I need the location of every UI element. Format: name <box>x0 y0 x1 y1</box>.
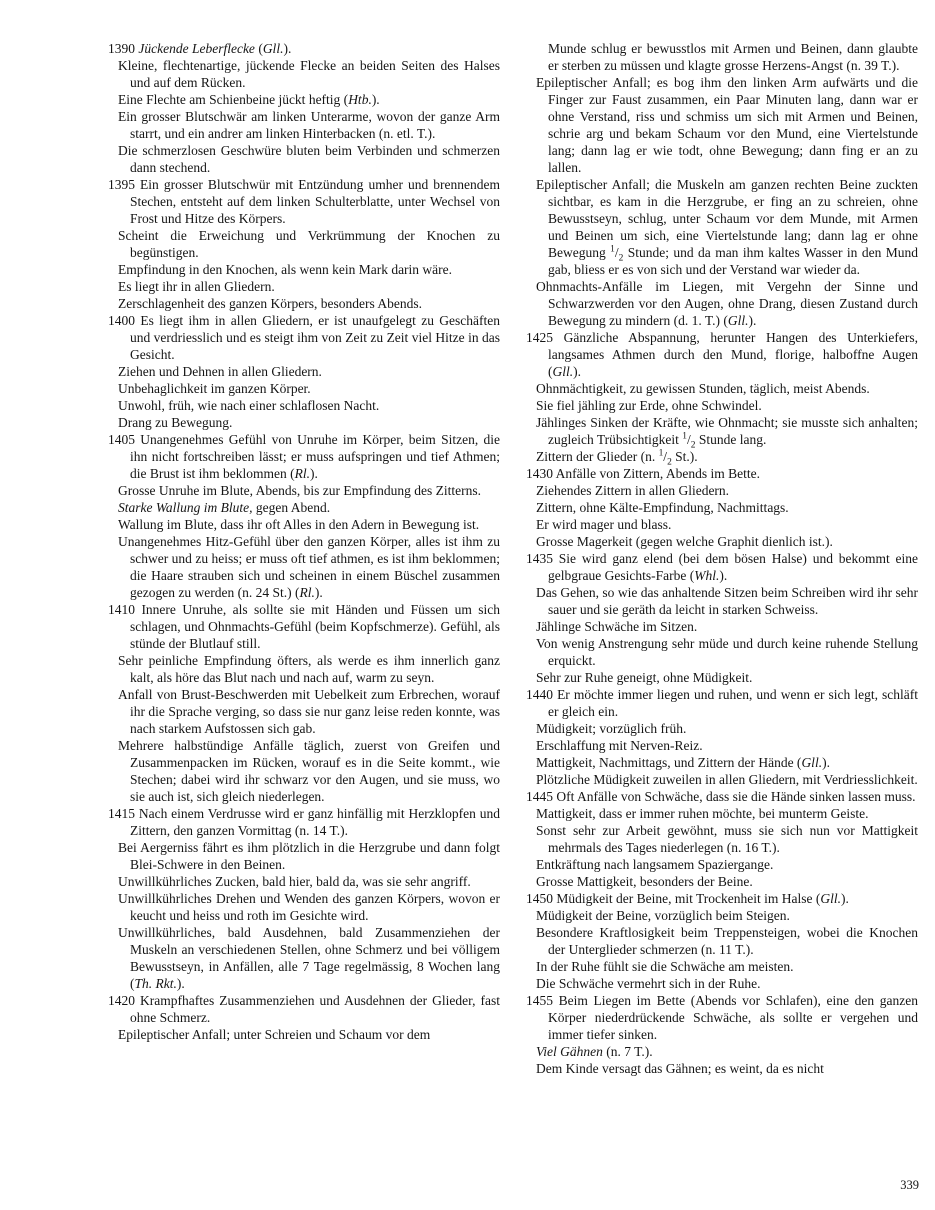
symptom-paragraph: Mehrere halbstündige Anfälle täglich, zuerst von Greifen und Zusammenpacken im Rücken, worauf es in die Seite kommt., wie Stechen; dabei wird ihr schwarz vor den Augen, und sie muss, wo sie auch ist, sich gleich niederlegen. <box>118 738 500 804</box>
entry-1390: 1390 Jückende Leberflecke (Gll.). <box>108 41 292 56</box>
entry-number: 1390 <box>108 41 135 56</box>
symptom-paragraph: Grosse Unruhe im Blute, Abends, bis zur Empfindung des Zitterns. <box>118 483 481 498</box>
symptom-paragraph: Ohnmachts-Anfälle im Liegen, mit Vergehn der Sinne und Schwarzwerden vor den Augen, ohne Drang, diesen Zustand durch Bewegung zu mindern (d. 1. T.) (Gll.). <box>536 279 918 328</box>
symptom-paragraph: Scheint die Erweichung und Verkrümmung der Knochen zu begünstigen. <box>118 228 500 260</box>
symptom-paragraph: Die Schwäche vermehrt sich in der Ruhe. <box>536 976 761 991</box>
symptom-paragraph: Zittern der Glieder (n. $^1/_2$ St.). <box>536 448 698 468</box>
italic-text: Rl. <box>299 585 315 600</box>
fraction: $^1/_2$ <box>682 431 696 451</box>
entry-number: 1395 <box>108 177 135 192</box>
symptom-paragraph: Unwillkührliches Zucken, bald hier, bald da, was sie sehr angriff. <box>118 874 471 889</box>
italic-text: Jückende Leberflecke <box>138 41 255 56</box>
italic-text: Gll. <box>552 364 574 379</box>
symptom-paragraph: Munde schlug er bewusstlos mit Armen und Beinen, dann glaubte er sterben zu müssen und klagte grosse Herzens-Angst (n. 39 T.). <box>548 41 918 73</box>
symptom-paragraph: Unwillkührliches Drehen und Wenden des ganzen Körpers, wovon er keucht und heiss und roth im Gesichte wird. <box>118 891 500 923</box>
entry-1420: 1420 Krampfhaftes Zusammenziehen und Ausdehnen der Glieder, fast ohne Schmerz. <box>108 993 501 1025</box>
italic-text: Viel Gähnen <box>536 1044 603 1059</box>
symptom-paragraph: Epileptischer Anfall; die Muskeln am ganzen rechten Beine zuckten sichtbar, es kam in die Herzgrube, er fing an zu schreien, ohne Bewusstseyn, schlug, unter Schaum vor dem Munde, mit Armen und Beinen um sich, eine Viertelstunde lang; dann lag er ohne Bewegung $^1/_2$ Stunde; und da man ihm kaltes Wasser in den Mund gab, bliess er es von sich und der Verstand war wieder da. <box>536 177 918 277</box>
entry-number: 1440 <box>526 687 553 702</box>
symptom-paragraph: Unbehaglichkeit im ganzen Körper. <box>118 381 311 396</box>
column-right <box>526 40 918 1077</box>
symptom-paragraph: Ziehendes Zittern in allen Gliedern. <box>536 483 730 498</box>
entry-1415: 1415 Nach einem Verdrusse wird er ganz hinfällig mit Herzklopfen und Zittern, den ganzen Vormittag (n. 14 T.). <box>108 806 501 838</box>
entry-1435: 1435 Sie wird ganz elend (bei dem bösen Halse) und bekommt eine gelbgraue Gesichts-Farbe (Whl.). <box>526 551 918 583</box>
symptom-paragraph: Grosse Magerkeit (gegen welche Graphit dienlich ist.). <box>536 534 833 549</box>
symptom-paragraph: Anfall von Brust-Beschwerden mit Uebelkeit zum Erbrechen, worauf ihr die Sprache verging, so dass sie nur ganz leise reden konnte, was nach starkem Aufstossen sich gab. <box>118 687 500 736</box>
entry-number: 1425 <box>526 330 553 345</box>
symptom-paragraph: Entkräftung nach langsamem Spaziergange. <box>536 857 774 872</box>
symptom-paragraph: Unwohl, früh, wie nach einer schlaflosen Nacht. <box>118 398 380 413</box>
entry-1405: 1405 Unangenehmes Gefühl von Unruhe im Körper, beim Sitzen, die ihn nicht fortschreiben lässt; er muss aufspringen und tief Athmen; die Brust ist ihm beklommen (Rl.). <box>108 432 500 481</box>
symptom-paragraph: Dem Kinde versagt das Gähnen; es weint, da es nicht <box>536 1061 824 1076</box>
symptom-paragraph: Ein grosser Blutschwär am linken Unterarme, wovon der ganze Arm starrt, und ein andrer am linken Hinterbacken (n. etl. T.). <box>118 109 500 141</box>
entry-1450: 1450 Müdigkeit der Beine, mit Trockenheit im Halse (Gll.). <box>526 891 849 906</box>
symptom-paragraph: Viel Gähnen (n. 7 T.). <box>536 1044 653 1059</box>
entry-number: 1445 <box>526 789 553 804</box>
entry-number: 1410 <box>108 602 135 617</box>
entry-1430: 1430 Anfälle von Zittern, Abends im Bette. <box>526 466 760 481</box>
symptom-paragraph: Von wenig Anstrengung sehr müde und durch keine ruhende Stellung erquickt. <box>536 636 918 668</box>
symptom-paragraph: Jählinges Sinken der Kräfte, wie Ohnmacht; sie musste sich anhalten; zugleich Trübsichtigkeit $^1/_2$ Stunde lang. <box>536 415 918 451</box>
symptom-paragraph: Sehr zur Ruhe geneigt, ohne Müdigkeit. <box>536 670 753 685</box>
symptom-paragraph: Erschlaffung mit Nerven-Reiz. <box>536 738 703 753</box>
symptom-paragraph: Er wird mager und blass. <box>536 517 672 532</box>
italic-text: Gll. <box>727 313 749 328</box>
symptom-paragraph: Unangenehmes Hitz-Gefühl über den ganzen Körper, alles ist ihm zu schwer und zu heiss; er muss oft tief athmen, es ist ihm beklommen; die Haare strauben sich und scheinen in einem Büschel zusammen gezogen zu werden (n. 24 St.) (Rl.). <box>118 534 500 600</box>
symptom-paragraph: Plötzliche Müdigkeit zuweilen in allen Gliedern, mit Verdriesslichkeit. <box>536 772 918 787</box>
italic-text: Gll. <box>820 891 841 906</box>
symptom-paragraph: Müdigkeit; vorzüglich früh. <box>536 721 687 736</box>
symptom-paragraph: Grosse Mattigkeit, besonders der Beine. <box>536 874 753 889</box>
symptom-paragraph: Starke Wallung im Blute, gegen Abend. <box>118 500 331 515</box>
entry-number: 1415 <box>108 806 135 821</box>
symptom-paragraph: In der Ruhe fühlt sie die Schwäche am meisten. <box>536 959 794 974</box>
symptom-paragraph: Wallung im Blute, dass ihr oft Alles in den Adern in Bewegung ist. <box>118 517 480 532</box>
symptom-paragraph: Ziehen und Dehnen in allen Gliedern. <box>118 364 322 379</box>
page-number: 339 <box>900 1178 919 1192</box>
symptom-paragraph: Zittern, ohne Kälte-Empfindung, Nachmittags. <box>536 500 789 515</box>
symptom-paragraph: Müdigkeit der Beine, vorzüglich beim Steigen. <box>536 908 790 923</box>
column-left <box>108 40 500 1077</box>
italic-text: Whl. <box>694 568 720 583</box>
symptom-paragraph: Besondere Kraftlosigkeit beim Treppensteigen, wobei die Knochen der Unterglieder schmerzen (n. 11 T.). <box>536 925 918 957</box>
symptom-paragraph: Die schmerzlosen Geschwüre bluten beim Verbinden und schmerzen dann stechend. <box>118 143 500 175</box>
symptom-paragraph: Sonst sehr zur Arbeit gewöhnt, muss sie sich nun vor Mattigkeit mehrmals des Tages niederlegen (n. 16 T.). <box>536 823 918 855</box>
symptom-paragraph: Mattigkeit, Nachmittags, und Zittern der Hände (Gll.). <box>536 755 830 770</box>
symptom-paragraph: Bei Aergerniss fährt es ihm plötzlich in die Herzgrube und dann folgt Blei-Schwere in den Beinen. <box>118 840 500 872</box>
symptom-paragraph: Kleine, flechtenartige, jückende Flecke an beiden Seiten des Halses und auf dem Rücken. <box>118 58 500 90</box>
entry-number: 1420 <box>108 993 135 1008</box>
italic-text: Rl. <box>294 466 310 481</box>
italic-text: Starke Wallung im Blute, <box>118 500 253 515</box>
italic-text: Gll. <box>262 41 284 56</box>
entry-number: 1405 <box>108 432 135 447</box>
entry-1445: 1445 Oft Anfälle von Schwäche, dass sie die Hände sinken lassen muss. <box>526 789 916 804</box>
symptom-paragraph: Epileptischer Anfall; es bog ihm den linken Arm aufwärts und die Finger zur Faust zusammen, ein Paar Minuten lang, dann war er ohne Verstand, riss und schmiss um sich mit Armen und Beinen, schrie arg und bekam Schaum vor den Mund, eine Viertelstunde lang; dann lag er wie todt, ohne Bewegung; dann fing er an zu lallen. <box>536 75 918 175</box>
italic-text: Th. Rkt. <box>134 976 177 991</box>
symptom-paragraph: Eine Flechte am Schienbeine jückt heftig (Htb.). <box>118 92 380 107</box>
fraction: $^1/_2$ <box>658 448 672 468</box>
fraction: $^1/_2$ <box>610 244 624 264</box>
symptom-paragraph: Zerschlagenheit des ganzen Körpers, besonders Abends. <box>118 296 423 311</box>
symptom-paragraph: Empfindung in den Knochen, als wenn kein Mark darin wäre. <box>118 262 453 277</box>
entry-number: 1430 <box>526 466 553 481</box>
entry-number: 1455 <box>526 993 553 1008</box>
entry-1455: 1455 Beim Liegen im Bette (Abends vor Schlafen), eine den ganzen Körper niederdrückende Schwäche, als sollte er vergehen und immer tiefer sinken. <box>526 993 919 1042</box>
italic-text: Htb. <box>348 92 372 107</box>
entry-number: 1400 <box>108 313 135 328</box>
symptom-paragraph: Drang zu Bewegung. <box>118 415 233 430</box>
symptom-paragraph: Mattigkeit, dass er immer ruhen möchte, bei munterm Geiste. <box>536 806 869 821</box>
entry-number: 1435 <box>526 551 553 566</box>
symptom-paragraph: Das Gehen, so wie das anhaltende Sitzen beim Schreiben wird ihr sehr sauer und sie geräth da leicht in starken Schweiss. <box>536 585 918 617</box>
symptom-paragraph: Epileptischer Anfall; unter Schreien und Schaum vor dem <box>118 1027 431 1042</box>
entry-1410: 1410 Innere Unruhe, als sollte sie mit Händen und Füssen um sich schlagen, und Ohnmachts-Gefühl (beim Kopfschmerze). Gefühl, als stünde der Blutlauf still. <box>108 602 501 651</box>
symptom-paragraph: Ohnmächtigkeit, zu gewissen Stunden, täglich, meist Abends. <box>536 381 870 396</box>
entry-number: 1450 <box>526 891 553 906</box>
symptom-paragraph: Es liegt ihr in allen Gliedern. <box>118 279 275 294</box>
symptom-paragraph: Unwillkührliches, bald Ausdehnen, bald Zusammenziehen der Muskeln an verschiedenen Stellen, ohne Schmerz und bei völligem Bewusstseyn, in Anfällen, alle 7 Tage regelmässig, 8 Wochen lang (Th. Rkt.). <box>118 925 500 991</box>
symptom-paragraph: Sehr peinliche Empfindung öfters, als werde es ihm innerlich ganz kalt, als höre das Blut nach und nach auf, warm zu seyn. <box>118 653 500 685</box>
symptom-paragraph: Jählinge Schwäche im Sitzen. <box>536 619 698 634</box>
entry-1400: 1400 Es liegt ihm in allen Gliedern, er ist unaufgelegt zu Geschäften und verdriesslich und es steigt ihm von Zeit zu Zeit viel Hitze in das Gesicht. <box>108 313 501 362</box>
entry-1440: 1440 Er möchte immer liegen und ruhen, und wenn er sich legt, schläft er gleich ein. <box>526 687 918 719</box>
italic-text: Gll. <box>801 755 823 770</box>
entry-1425: 1425 Gänzliche Abspannung, herunter Hangen des Unterkiefers, langsames Athmen durch den Mund, florige, halboffne Augen (Gll.). <box>526 330 919 379</box>
entry-1395: 1395 Ein grosser Blutschwür mit Entzündung umher und brennendem Stechen, entsteht auf dem linken Schulterblatte, unter Wechsel von Frost und Hitze des Körpers. <box>108 177 501 226</box>
symptom-paragraph: Sie fiel jähling zur Erde, ohne Schwindel. <box>536 398 762 413</box>
